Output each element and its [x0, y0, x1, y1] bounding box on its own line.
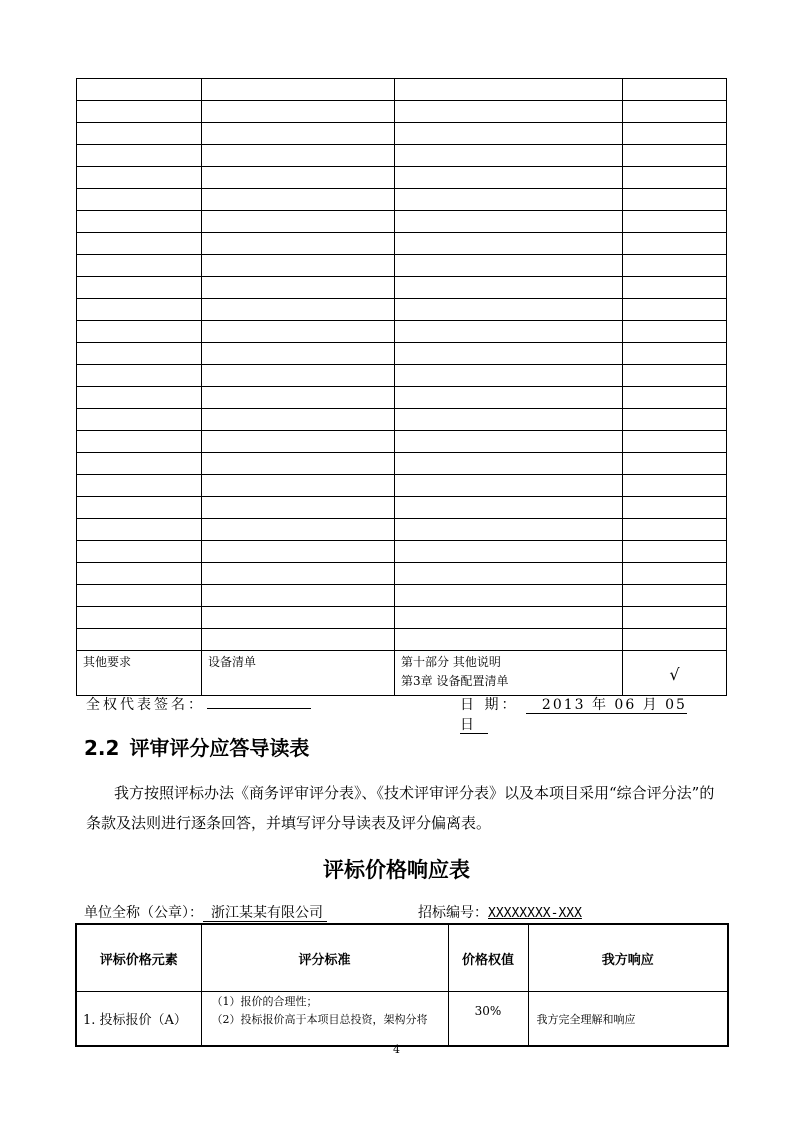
table-cell	[623, 189, 727, 211]
weight-cell: 30%	[448, 992, 528, 1047]
table-cell	[623, 343, 727, 365]
table-row	[77, 541, 727, 563]
price-table-title: 评标价格响应表	[323, 858, 470, 882]
table-cell	[77, 453, 202, 475]
table-cell	[395, 343, 623, 365]
table-cell	[623, 321, 727, 343]
table-cell	[395, 255, 623, 277]
requirement-item-cell: 设备清单	[202, 651, 395, 696]
table-cell	[77, 277, 202, 299]
requirements-table	[76, 78, 727, 696]
table-cell	[395, 431, 623, 453]
table-cell	[202, 233, 395, 255]
table-cell	[395, 497, 623, 519]
table-cell	[395, 453, 623, 475]
header-price-element: 评标价格元素	[76, 924, 201, 992]
table-cell	[77, 541, 202, 563]
table-row	[77, 277, 727, 299]
table-row	[77, 431, 727, 453]
table-cell	[77, 255, 202, 277]
table-cell	[202, 541, 395, 563]
bid-number-value: XXXXXXXX-XXX	[488, 906, 582, 921]
table-cell	[623, 453, 727, 475]
header-weight: 价格权值	[448, 924, 528, 992]
requirement-reference-cell	[395, 651, 623, 696]
table-cell	[395, 519, 623, 541]
table-cell	[395, 365, 623, 387]
criteria-cell	[201, 992, 448, 1047]
table-cell	[395, 145, 623, 167]
table-cell	[395, 299, 623, 321]
section-title: 评审评分应答导读表	[129, 736, 310, 760]
table-cell	[623, 475, 727, 497]
table-cell	[623, 607, 727, 629]
requirement-category-cell: 其他要求	[77, 651, 202, 696]
table-cell	[395, 189, 623, 211]
table-cell	[77, 519, 202, 541]
table-cell	[395, 211, 623, 233]
table-row	[77, 497, 727, 519]
table-cell	[202, 123, 395, 145]
table-cell	[77, 299, 202, 321]
table-row	[77, 211, 727, 233]
table-cell	[395, 475, 623, 497]
table-cell	[202, 409, 395, 431]
table-row	[77, 387, 727, 409]
response-cell: 我方完全理解和响应	[528, 992, 728, 1047]
table-row	[77, 145, 727, 167]
table-cell	[395, 79, 623, 101]
table-row	[77, 79, 727, 101]
table-cell	[202, 387, 395, 409]
table-row-other-requirements	[77, 651, 727, 696]
table-cell	[77, 79, 202, 101]
table-cell	[77, 101, 202, 123]
table-cell	[77, 343, 202, 365]
table-cell	[623, 431, 727, 453]
table-cell	[77, 321, 202, 343]
section-number: 2.2	[84, 736, 120, 760]
table-row	[77, 123, 727, 145]
table-row	[77, 321, 727, 343]
table-cell	[395, 409, 623, 431]
criteria-line-2: （2）投标报价高于本项目总投资，架构分将	[211, 1013, 428, 1026]
table-cell	[395, 101, 623, 123]
table-cell	[202, 321, 395, 343]
signature-block	[86, 694, 311, 714]
table-cell	[77, 211, 202, 233]
table-cell	[395, 541, 623, 563]
price-response-table	[75, 923, 729, 1047]
table-cell	[623, 541, 727, 563]
table-cell	[202, 431, 395, 453]
table-row	[77, 189, 727, 211]
reference-line-2: 第3章 设备配置清单	[401, 674, 509, 688]
table-cell	[395, 277, 623, 299]
header-criteria: 评分标准	[201, 924, 448, 992]
table-cell	[623, 563, 727, 585]
date-block	[460, 694, 713, 734]
table-cell	[202, 255, 395, 277]
table-cell	[395, 563, 623, 585]
table-cell	[77, 233, 202, 255]
table-cell	[202, 629, 395, 651]
table-cell	[202, 211, 395, 233]
table-cell	[623, 123, 727, 145]
unit-line	[84, 902, 724, 922]
table-row	[77, 233, 727, 255]
unit-label: 单位全称（公章）：	[84, 905, 203, 921]
table-cell	[77, 123, 202, 145]
table-cell	[202, 453, 395, 475]
table-cell	[202, 365, 395, 387]
table-cell	[623, 101, 727, 123]
table-row	[77, 409, 727, 431]
table-cell	[623, 277, 727, 299]
table-cell	[623, 167, 727, 189]
table-row	[77, 475, 727, 497]
table-row	[77, 101, 727, 123]
table-row	[77, 519, 727, 541]
table-cell	[395, 607, 623, 629]
table-cell	[202, 145, 395, 167]
table-row	[77, 343, 727, 365]
checkmark-icon: √	[623, 651, 727, 696]
table-cell	[623, 233, 727, 255]
table-cell	[202, 167, 395, 189]
table-cell	[202, 607, 395, 629]
table-cell	[77, 167, 202, 189]
page-number: 4	[393, 1043, 400, 1056]
table-cell	[77, 431, 202, 453]
table-cell	[202, 585, 395, 607]
table-cell	[395, 585, 623, 607]
bid-number-label: 招标编号：	[418, 905, 488, 921]
unit-value: 浙江某某有限公司	[203, 905, 327, 922]
header-response: 我方响应	[528, 924, 728, 992]
table-row	[77, 365, 727, 387]
table-cell	[202, 277, 395, 299]
table-cell	[77, 409, 202, 431]
table-cell	[202, 563, 395, 585]
table-cell	[202, 79, 395, 101]
table-row	[77, 453, 727, 475]
table-cell	[623, 585, 727, 607]
table-cell	[202, 475, 395, 497]
reference-line-1: 第十部分 其他说明	[401, 655, 501, 669]
criteria-line-1: （1）报价的合理性；	[211, 995, 318, 1008]
table-cell	[77, 629, 202, 651]
signature-blank	[207, 694, 311, 709]
table-cell	[202, 343, 395, 365]
signature-line	[86, 694, 713, 733]
table-cell	[77, 497, 202, 519]
table-cell	[623, 387, 727, 409]
table-cell	[623, 299, 727, 321]
table-row	[76, 992, 728, 1047]
table-cell	[202, 189, 395, 211]
table-cell	[623, 519, 727, 541]
table-row	[77, 563, 727, 585]
section-heading	[84, 732, 309, 761]
table-cell	[395, 167, 623, 189]
table-header-row	[76, 924, 728, 992]
table-cell	[623, 629, 727, 651]
table-cell	[395, 321, 623, 343]
signature-label: 全权代表签名：	[86, 697, 205, 713]
bid-number-block	[418, 902, 582, 922]
table-cell	[623, 79, 727, 101]
table-cell	[77, 475, 202, 497]
table-cell	[77, 145, 202, 167]
table-row	[77, 629, 727, 651]
table-cell	[623, 497, 727, 519]
price-element-cell: 1. 投标报价（A）	[76, 992, 201, 1047]
table-cell	[77, 563, 202, 585]
section-paragraph: 我方按照评标办法《商务评审评分表》、《技术评审评分表》以及本项目采用“综合评分法”的条款及法则进行逐条回答，并填写评分导读表及评分偏离表。	[86, 784, 715, 832]
table-cell	[623, 409, 727, 431]
table-cell	[77, 365, 202, 387]
requirements-table-body	[77, 79, 727, 696]
table-cell	[395, 387, 623, 409]
table-row	[77, 255, 727, 277]
table-row	[77, 167, 727, 189]
table-cell	[623, 211, 727, 233]
table-cell	[202, 519, 395, 541]
table-cell	[623, 145, 727, 167]
table-cell	[77, 387, 202, 409]
table-cell	[202, 497, 395, 519]
table-cell	[395, 233, 623, 255]
table-cell	[395, 629, 623, 651]
table-row	[77, 585, 727, 607]
table-cell	[77, 607, 202, 629]
date-label: 日 期：	[460, 697, 519, 713]
table-row	[77, 607, 727, 629]
table-cell	[395, 123, 623, 145]
table-cell	[202, 101, 395, 123]
table-cell	[77, 585, 202, 607]
table-row	[77, 299, 727, 321]
table-cell	[77, 189, 202, 211]
table-cell	[623, 365, 727, 387]
table-cell	[623, 255, 727, 277]
table-cell	[202, 299, 395, 321]
date-value: 2013 年 06 月 05 日	[460, 697, 687, 733]
